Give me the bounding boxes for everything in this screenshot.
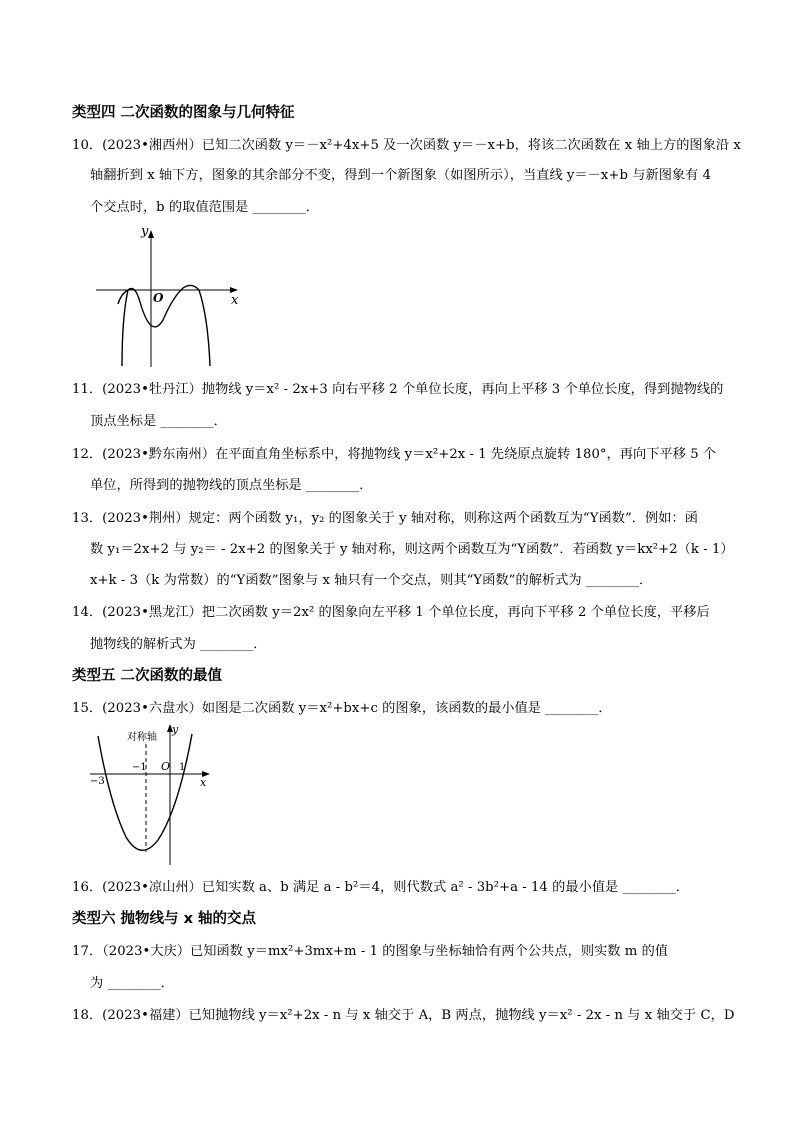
parabola-curve [98, 734, 192, 850]
y-axis-arrow [148, 230, 154, 238]
section-heading-type5: 类型五 二次函数的最值 [72, 668, 223, 684]
curve-left-arm [122, 290, 128, 366]
problem-12-line-2: 单位，所得到的抛物线的顶点坐标是 ________． [90, 478, 373, 493]
problem-10-figure [88, 222, 248, 372]
axis-of-symmetry-label: 对称轴 [127, 732, 157, 743]
tick-neg1: −1 [132, 762, 147, 773]
origin-label: O [153, 291, 164, 305]
problem-10-line-3: 个交点时，b 的取值范围是 ________． [90, 200, 319, 215]
problem-13-line-3: x+k - 3（k 为常数）的“Y函数”图象与 x 轴只有一个交点，则其“Y函数”的解析式为 ________． [90, 573, 653, 588]
problem-17-line-1: 17．（2023•大庆）已知函数 y＝mx²+3mx+m - 1 的图象与坐标轴恰有两个公共点，则实数 m 的值 [72, 944, 669, 959]
problem-18-line-1: 18．(2023•福建）已知抛物线 y＝x²+2x - n 与 x 轴交于 A，B 两点，抛物线 y＝x² - 2x - n 与 x 轴交于 C，D [72, 1008, 735, 1023]
problem-15-figure [86, 722, 216, 867]
tick-neg3: −3 [90, 776, 105, 787]
problem-11-line-1: 11．(2023•牡丹江）抛物线 y＝x² - 2x+3 向右平移 2 个单位长度，再向上平移 3 个单位长度，得到抛物线的 [72, 382, 724, 397]
problem-15-line-1: 15．(2023•六盘水）如图是二次函数 y＝x²+bx+c 的图象，该函数的最小值是 ________． [72, 701, 612, 716]
curve-right-arm [199, 290, 210, 366]
problem-13-line-2: 数 y₁＝2x+2 与 y₂＝ - 2x+2 的图象关于 y 轴对称，则这两个函数互为“Y函数”．若函数 y＝kx²+2（k - 1） [90, 542, 734, 557]
y-label: y [141, 224, 149, 239]
problem-10-line-1: 10．(2023•湘西州）已知二次函数 y＝－x²+4x+5 及一次函数 y＝－x+b，将该二次函数在 x 轴上方的图象沿 x [72, 138, 741, 153]
origin-label: O [161, 760, 171, 773]
tick-1: 1 [179, 762, 186, 773]
problem-14-line-2: 抛物线的解析式为 ________． [90, 637, 267, 652]
section-heading-type4: 类型四 二次函数的图象与几何特征 [72, 105, 295, 121]
x-label: x [200, 776, 207, 789]
problem-17-line-2: 为 ________． [90, 976, 174, 991]
section-heading-type6: 类型六 抛物线与 x 轴的交点 [72, 911, 256, 927]
curve-folded-middle [128, 285, 199, 326]
problem-11-line-2: 顶点坐标是 ________． [90, 414, 227, 429]
problem-13-line-1: 13．(2023•荆州）规定：两个函数 y₁，y₂ 的图象关于 y 轴对称，则称这两个函数互为“Y函数”．例如：函 [72, 511, 698, 526]
x-label: x [231, 293, 239, 308]
problem-12-line-1: 12．(2023•黔东南州）在平面直角坐标系中，将抛物线 y＝x²+2x - 1 先绕原点旋转 180°，再向下平移 5 个 [72, 447, 717, 462]
problem-14-line-1: 14．(2023•黑龙江）把二次函数 y＝2x² 的图象向左平移 1 个单位长度，再向下平移 2 个单位长度，平移后 [72, 605, 710, 620]
problem-10-line-2: 轴翻折到 x 轴下方，图象的其余部分不变，得到一个新图象（如图所示），当直线 y＝－x+b 与新图象有 4 [90, 168, 712, 183]
problem-16-line-1: 16．(2023•凉山州）已知实数 a、b 满足 a - b²＝4，则代数式 a² - 3b²+a - 14 的最小值是 ________． [72, 880, 689, 895]
y-label: y [172, 723, 179, 736]
